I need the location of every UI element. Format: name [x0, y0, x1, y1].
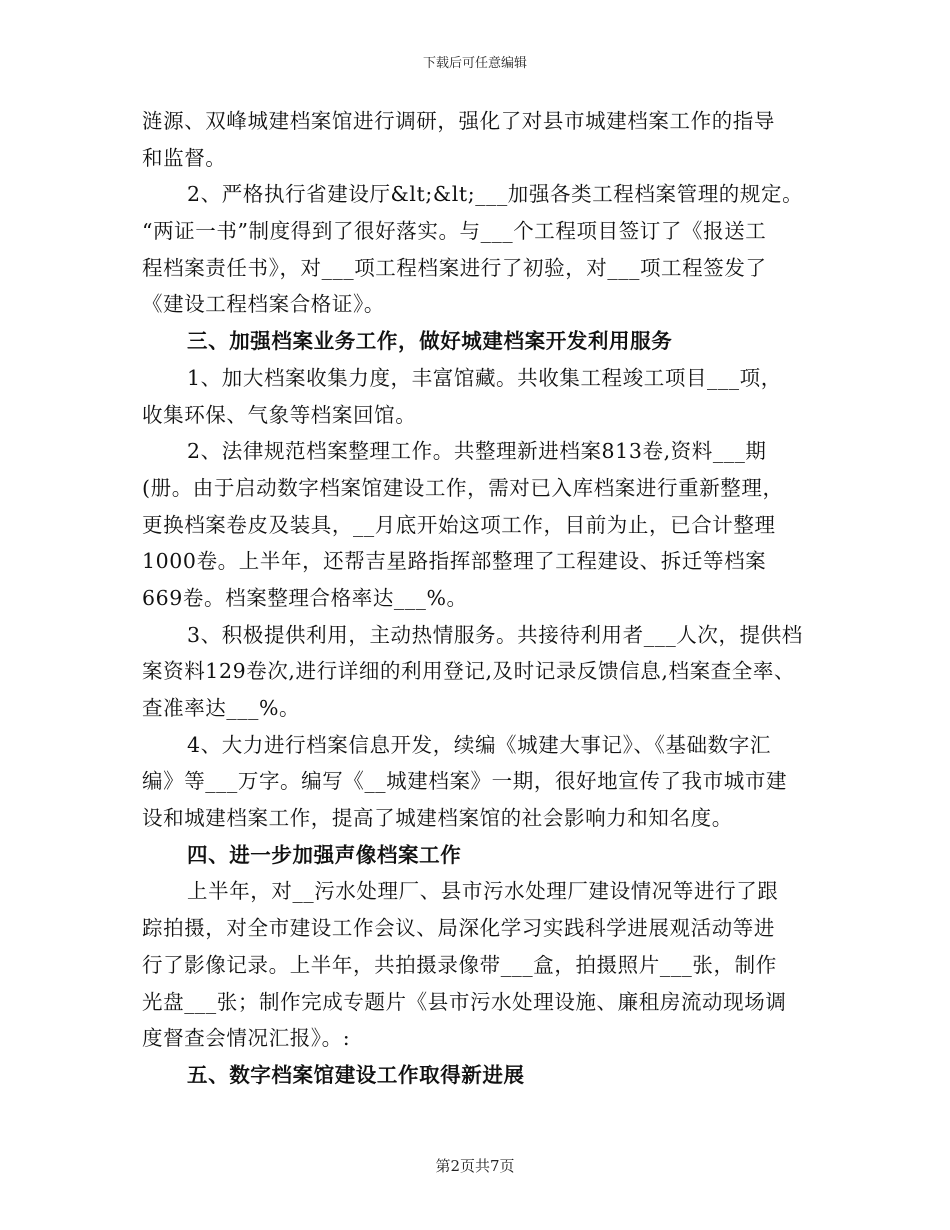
paragraph-line: 上半年，对__污水处理厂、县市污水处理厂建设情况等进行了跟 [187, 879, 779, 904]
paragraph-line: 1、加大档案收集力度，丰富馆藏。共收集工程竣工项目___项， [187, 365, 782, 390]
body-line: 行了影像记录。上半年，共拍摄录像带___盒，拍摄照片___张，制作 [142, 952, 777, 977]
paragraph-line: 3、积极提供利用，主动热情服务。共接待利用者___人次，提供档 [187, 622, 803, 647]
body-line: 更换档案卷皮及装具，__月底开始这项工作，目前为止，已合计整理 [142, 512, 776, 537]
body-line: 669卷。档案整理合格率达___%。 [142, 585, 468, 610]
document-body [142, 103, 810, 1094]
page-header: 下载后可任意编辑 [422, 56, 527, 71]
body-line: 编》等___万字。编写《__城建档案》一期，很好地宣传了我市城市建 [142, 769, 788, 794]
body-line: 1000卷。上半年，还帮吉星路指挥部整理了工程建设、拆迁等档案 [142, 549, 767, 574]
body-line: 涟源、双峰城建档案馆进行调研，强化了对县市城建档案工作的指导 [142, 109, 775, 133]
body-line: 度督查会情况汇报》。: [142, 1026, 351, 1051]
body-line: (册。由于启动数字档案馆建设工作，需对已入库档案进行重新整理， [142, 475, 784, 500]
body-line: 查准率达___%。 [142, 696, 301, 720]
body-line: 《建设工程档案合格证》。 [142, 292, 385, 317]
paragraph-line: 2、严格执行省建设厅&lt;&lt;___加强各类工程档案管理的规定。 [187, 182, 804, 207]
body-line: 光盘___张；制作完成专题片《县市污水处理设施、廉租房流动现场调 [142, 989, 787, 1014]
body-line: 程档案责任书》，对___项工程档案进行了初验，对___项工程签发了 [142, 255, 767, 280]
paragraph-line: 4、大力进行档案信息开发，续编《城建大事记》、《基础数字汇 [187, 732, 771, 757]
section-heading-3: 三、加强档案业务工作，做好城建档案开发利用服务 [187, 329, 673, 354]
section-heading-4: 四、进一步加强声像档案工作 [187, 842, 462, 867]
body-line: 和监督。 [142, 145, 227, 170]
body-line: 收集环保、气象等档案回馆。 [142, 402, 417, 427]
body-line: 踪拍摄，对全市建设工作会议、局深化学习实践科学进展观活动等进 [142, 916, 775, 941]
body-line: 设和城建档案工作，提高了城建档案馆的社会影响力和知名度。 [142, 806, 733, 831]
body-line: “两证一书”制度得到了很好落实。与___个工程项目签订了《报送工 [142, 219, 767, 244]
paragraph-line: 2、法律规范档案整理工作。共整理新进档案813卷,资料___期 [187, 439, 767, 464]
section-heading-5: 五、数字档案馆建设工作取得新进展 [187, 1062, 525, 1087]
page-footer: 第2页共7页 [435, 1157, 515, 1175]
body-line: 案资料129卷次,进行详细的利用登记,及时记录反馈信息,档案查全率、 [142, 659, 796, 684]
